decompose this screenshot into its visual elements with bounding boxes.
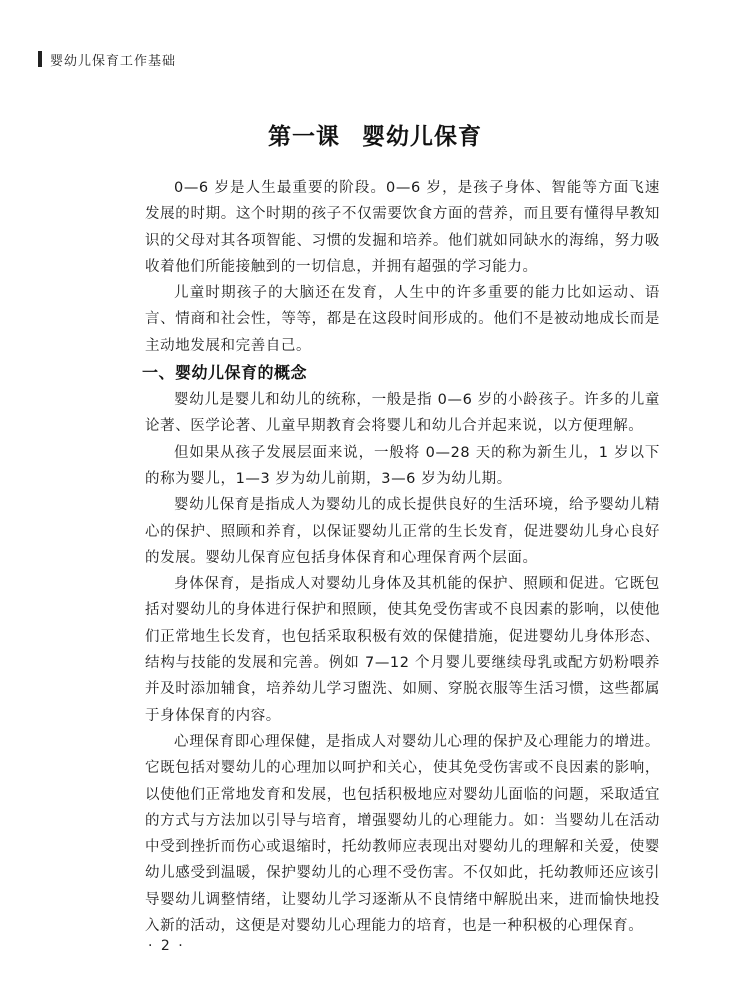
section-paragraph-5: 心理保育即心理保健，是指成人对婴幼儿心理的保护及心理能力的增进。它既包括对婴幼儿的心理加以呵护和关心，使其免受伤害或不良因素的影响，以使他们正常地发育和发展，也包括积极地应对婴幼儿面临的问题，采取适宜的方式与方法加以引导与培育，增强婴幼儿的心理能力。如：当婴幼儿在活动中受到挫折而伤心或退缩时，托幼教师应表现出对婴幼儿的理解和关爱，使婴幼儿感受到温暖，保护婴幼儿的心理不受伤害。不仅如此，托幼教师还应该引导婴幼儿调整情绪，让婴幼儿学习逐渐从不良情绪中解脱出来，进而愉快地投入新的活动，这便是对婴幼儿心理能力的培育，也是一种积极的心理保育。 [145, 733, 660, 935]
running-header [38, 51, 176, 67]
section-paragraph-4: 身体保育，是指成人对婴幼儿身体及其机能的保护、照顾和促进。它既包括对婴幼儿的身体进行保护和照顾，使其免受伤害或不良因素的影响，以使他们正常地生长发育，也包括采取积极有效的保健措施，促进婴幼儿身体形态、结构与技能的发展和完善。例如 7—12 个月婴儿要继续母乳或配方奶粉喂养并及时添加辅食，培养幼儿学习盥洗、如厕、穿脱衣服等生活习惯，这些都属于身体保育的内容。 [145, 576, 660, 724]
section-paragraph-3: 婴幼儿保育是指成人为婴幼儿的成长提供良好的生活环境，给予婴幼儿精心的保护、照顾和养育，以保证婴幼儿正常的生长发育，促进婴幼儿身心良好的发展。婴幼儿保育应包括身体保育和心理保育两个层面。 [145, 497, 660, 566]
header-title: 婴幼儿保育工作基础 [50, 53, 177, 69]
section-heading: 一、婴幼儿保育的概念 [142, 363, 308, 383]
lesson-name: 婴幼儿保育 [362, 124, 482, 150]
lesson-number: 第一课 [268, 124, 340, 150]
page-body [142, 175, 660, 939]
page-number: · 2 · [148, 938, 185, 954]
section-paragraph-1: 婴幼儿是婴儿和幼儿的统称，一般是指 0—6 岁的小龄孩子。许多的儿童论著、医学论著、儿童早期教育会将婴儿和幼儿合并起来说，以方便理解。 [145, 392, 660, 435]
section-paragraph-2: 但如果从孩子发展层面来说，一般将 0—28 天的称为新生儿，1 岁以下的称为婴儿，1—3 岁为幼儿前期，3—6 岁为幼儿期。 [145, 444, 660, 487]
header-bar-mark [38, 51, 42, 67]
intro-paragraph-2: 儿童时期孩子的大脑还在发育，人生中的许多重要的能力比如运动、语言、情商和社会性，等等，都是在这段时间形成的。他们不是被动地成长而是主动地发展和完善自己。 [145, 285, 660, 354]
intro-paragraph-1: 0—6 岁是人生最重要的阶段。0—6 岁，是孩子身体、智能等方面飞速发展的时期。这个时期的孩子不仅需要饮食方面的营养，而且要有懂得早教知识的父母对其各项智能、习惯的发掘和培养。他们就如同缺水的海绵，努力吸收着他们所能接触到的一切信息，并拥有超强的学习能力。 [145, 180, 660, 275]
lesson-title [0, 118, 750, 151]
